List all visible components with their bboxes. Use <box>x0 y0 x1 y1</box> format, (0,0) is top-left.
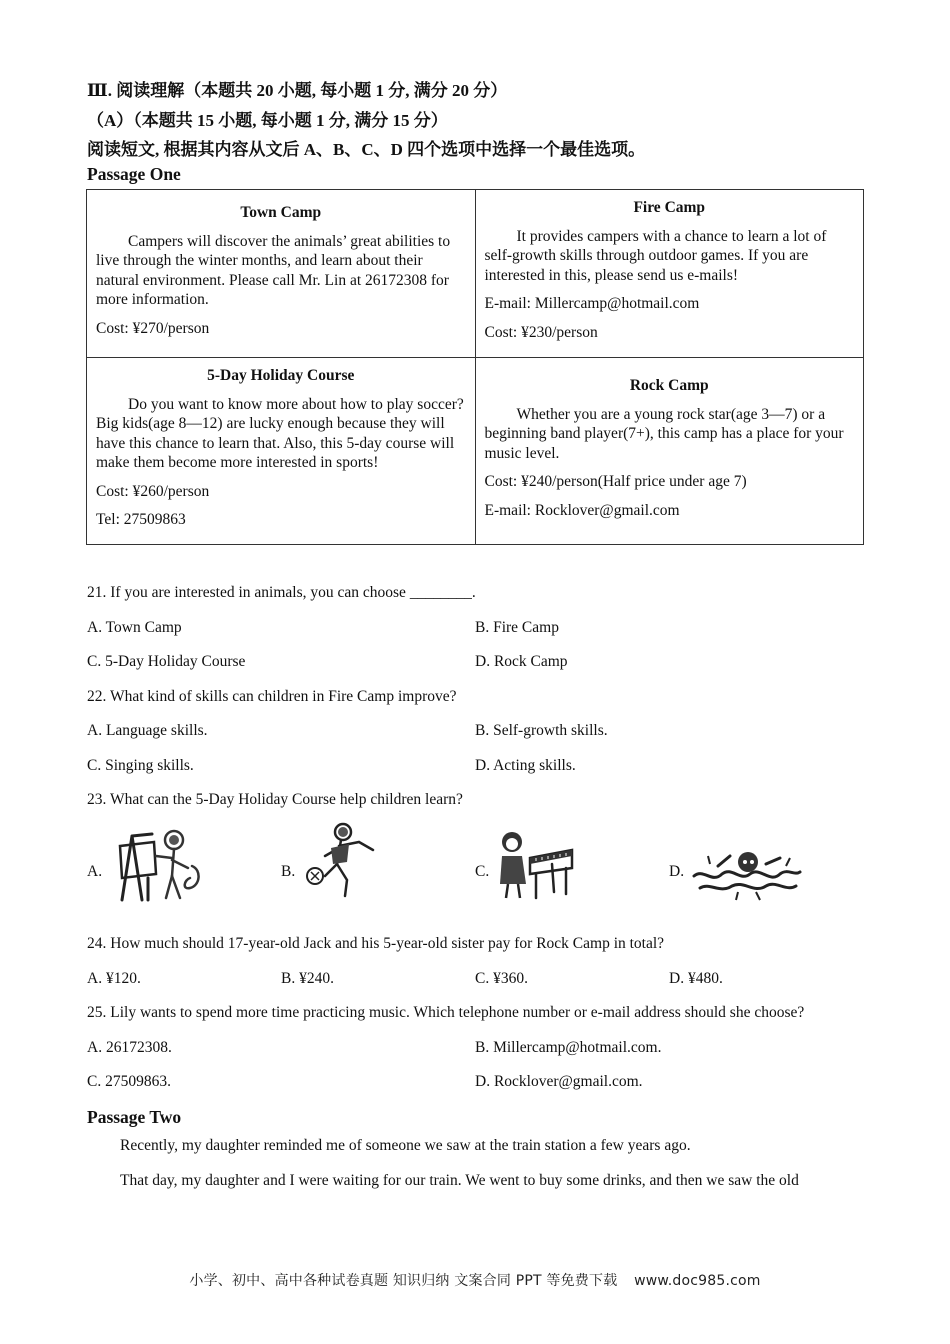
camp-email: E-mail: Rocklover@gmail.com <box>484 501 680 519</box>
option-b: B. Fire Camp <box>475 619 559 636</box>
option-d: D. Rocklover@gmail.com. <box>475 1073 643 1090</box>
camp-title: Town Camp <box>240 204 322 221</box>
camp-cost: Cost: ¥240/person(Half price under age 7) <box>484 473 747 490</box>
instruction: 阅读短文, 根据其内容从文后 A、B、C、D 四个选项中选择一个最佳选项。 <box>87 140 646 159</box>
option-d: D. Acting skills. <box>475 757 576 774</box>
option-a: A. 26172308. <box>87 1039 172 1056</box>
option-a: A. Town Camp <box>87 619 182 636</box>
piano-picture <box>496 828 578 902</box>
section-heading: Ⅲ. 阅读理解（本题共 20 小题, 每小题 1 分, 满分 20 分） <box>87 81 508 100</box>
footer-text: 小学、初中、高中各种试卷真题 知识归纳 文案合同 PPT 等免费下载 <box>189 1273 618 1289</box>
paragraph: That day, my daughter and I were waiting for our train. We went to buy some drinks, and then we saw the old <box>120 1172 799 1189</box>
camp-description: Do you want to know more about how to play soccer? Big kids(age 8—12) are lucky enough because they will have this chance to learn that. Also, this 5-day course will make them become more interested in sports! <box>96 395 464 471</box>
soccer-picture <box>303 820 383 902</box>
camp-description: It provides campers with a chance to learn a lot of self-growth skills through outdoor games. If you are interested in this, please send us e-mails! <box>484 227 827 284</box>
option-b: B. Millercamp@hotmail.com. <box>475 1039 662 1056</box>
paragraph: Recently, my daughter reminded me of someone we saw at the train station a few years ago. <box>120 1137 691 1154</box>
camp-cost: Cost: ¥270/person <box>96 319 210 337</box>
swimming-picture <box>690 846 802 902</box>
camp-description: Whether you are a young rock star(age 3—7) or a beginning band player(7+), this camp has a place for your music level. <box>484 405 844 462</box>
footer <box>0 1270 950 1290</box>
option-b: B. <box>281 863 296 880</box>
rock-camp-cell <box>475 358 864 545</box>
question-22: 22. What kind of skills can children in Fire Camp improve? <box>87 688 457 705</box>
camp-email: E-mail: Millercamp@hotmail.com <box>484 295 700 312</box>
camp-title: Rock Camp <box>629 377 709 394</box>
option-b: B. Self-growth skills. <box>475 722 608 739</box>
camp-cost: Cost: ¥260/person <box>96 482 210 500</box>
option-c: C. <box>475 863 490 880</box>
footer-link[interactable]: www.doc985.com <box>634 1273 761 1289</box>
camp-cost: Cost: ¥230/person <box>484 323 598 341</box>
option-c: C. Singing skills. <box>87 757 194 774</box>
question-21: 21. If you are interested in animals, you can choose ________. <box>87 584 476 601</box>
section-subheading: （A）（本题共 15 小题, 每小题 1 分, 满分 15 分） <box>87 111 448 130</box>
option-d: D. Rock Camp <box>475 653 568 670</box>
option-c: C. ¥360. <box>475 970 528 987</box>
option-c: C. 27509863. <box>87 1073 171 1090</box>
town-camp-cell <box>87 190 476 358</box>
question-25: 25. Lily wants to spend more time practicing music. Which telephone number or e-mail address should she choose? <box>87 1004 805 1021</box>
holiday-course-cell <box>87 358 476 545</box>
fire-camp-cell <box>475 190 864 358</box>
question-23: 23. What can the 5-Day Holiday Course help children learn? <box>87 791 463 808</box>
passage-two-title: Passage Two <box>87 1107 182 1127</box>
question-24: 24. How much should 17-year-old Jack and his 5-year-old sister pay for Rock Camp in total? <box>87 935 665 952</box>
option-c: C. 5-Day Holiday Course <box>87 653 246 670</box>
painting-picture <box>112 826 207 902</box>
option-b: B. ¥240. <box>281 970 334 987</box>
camp-title: 5-Day Holiday Course <box>207 367 355 384</box>
passage-one-title: Passage One <box>87 164 181 184</box>
option-a: A. Language skills. <box>87 722 208 739</box>
camp-phone: Tel: 27509863 <box>96 511 186 528</box>
option-d: D. <box>669 863 685 880</box>
option-a: A. ¥120. <box>87 970 141 987</box>
camp-description: Campers will discover the animals’ great abilities to live through the winter months, and learn about their natural environment. Please call Mr. Lin at 26172308 for more information. <box>96 232 451 308</box>
camp-title: Fire Camp <box>633 199 706 216</box>
camps-table <box>86 189 864 545</box>
option-d: D. ¥480. <box>669 970 723 987</box>
option-a: A. <box>87 863 103 880</box>
